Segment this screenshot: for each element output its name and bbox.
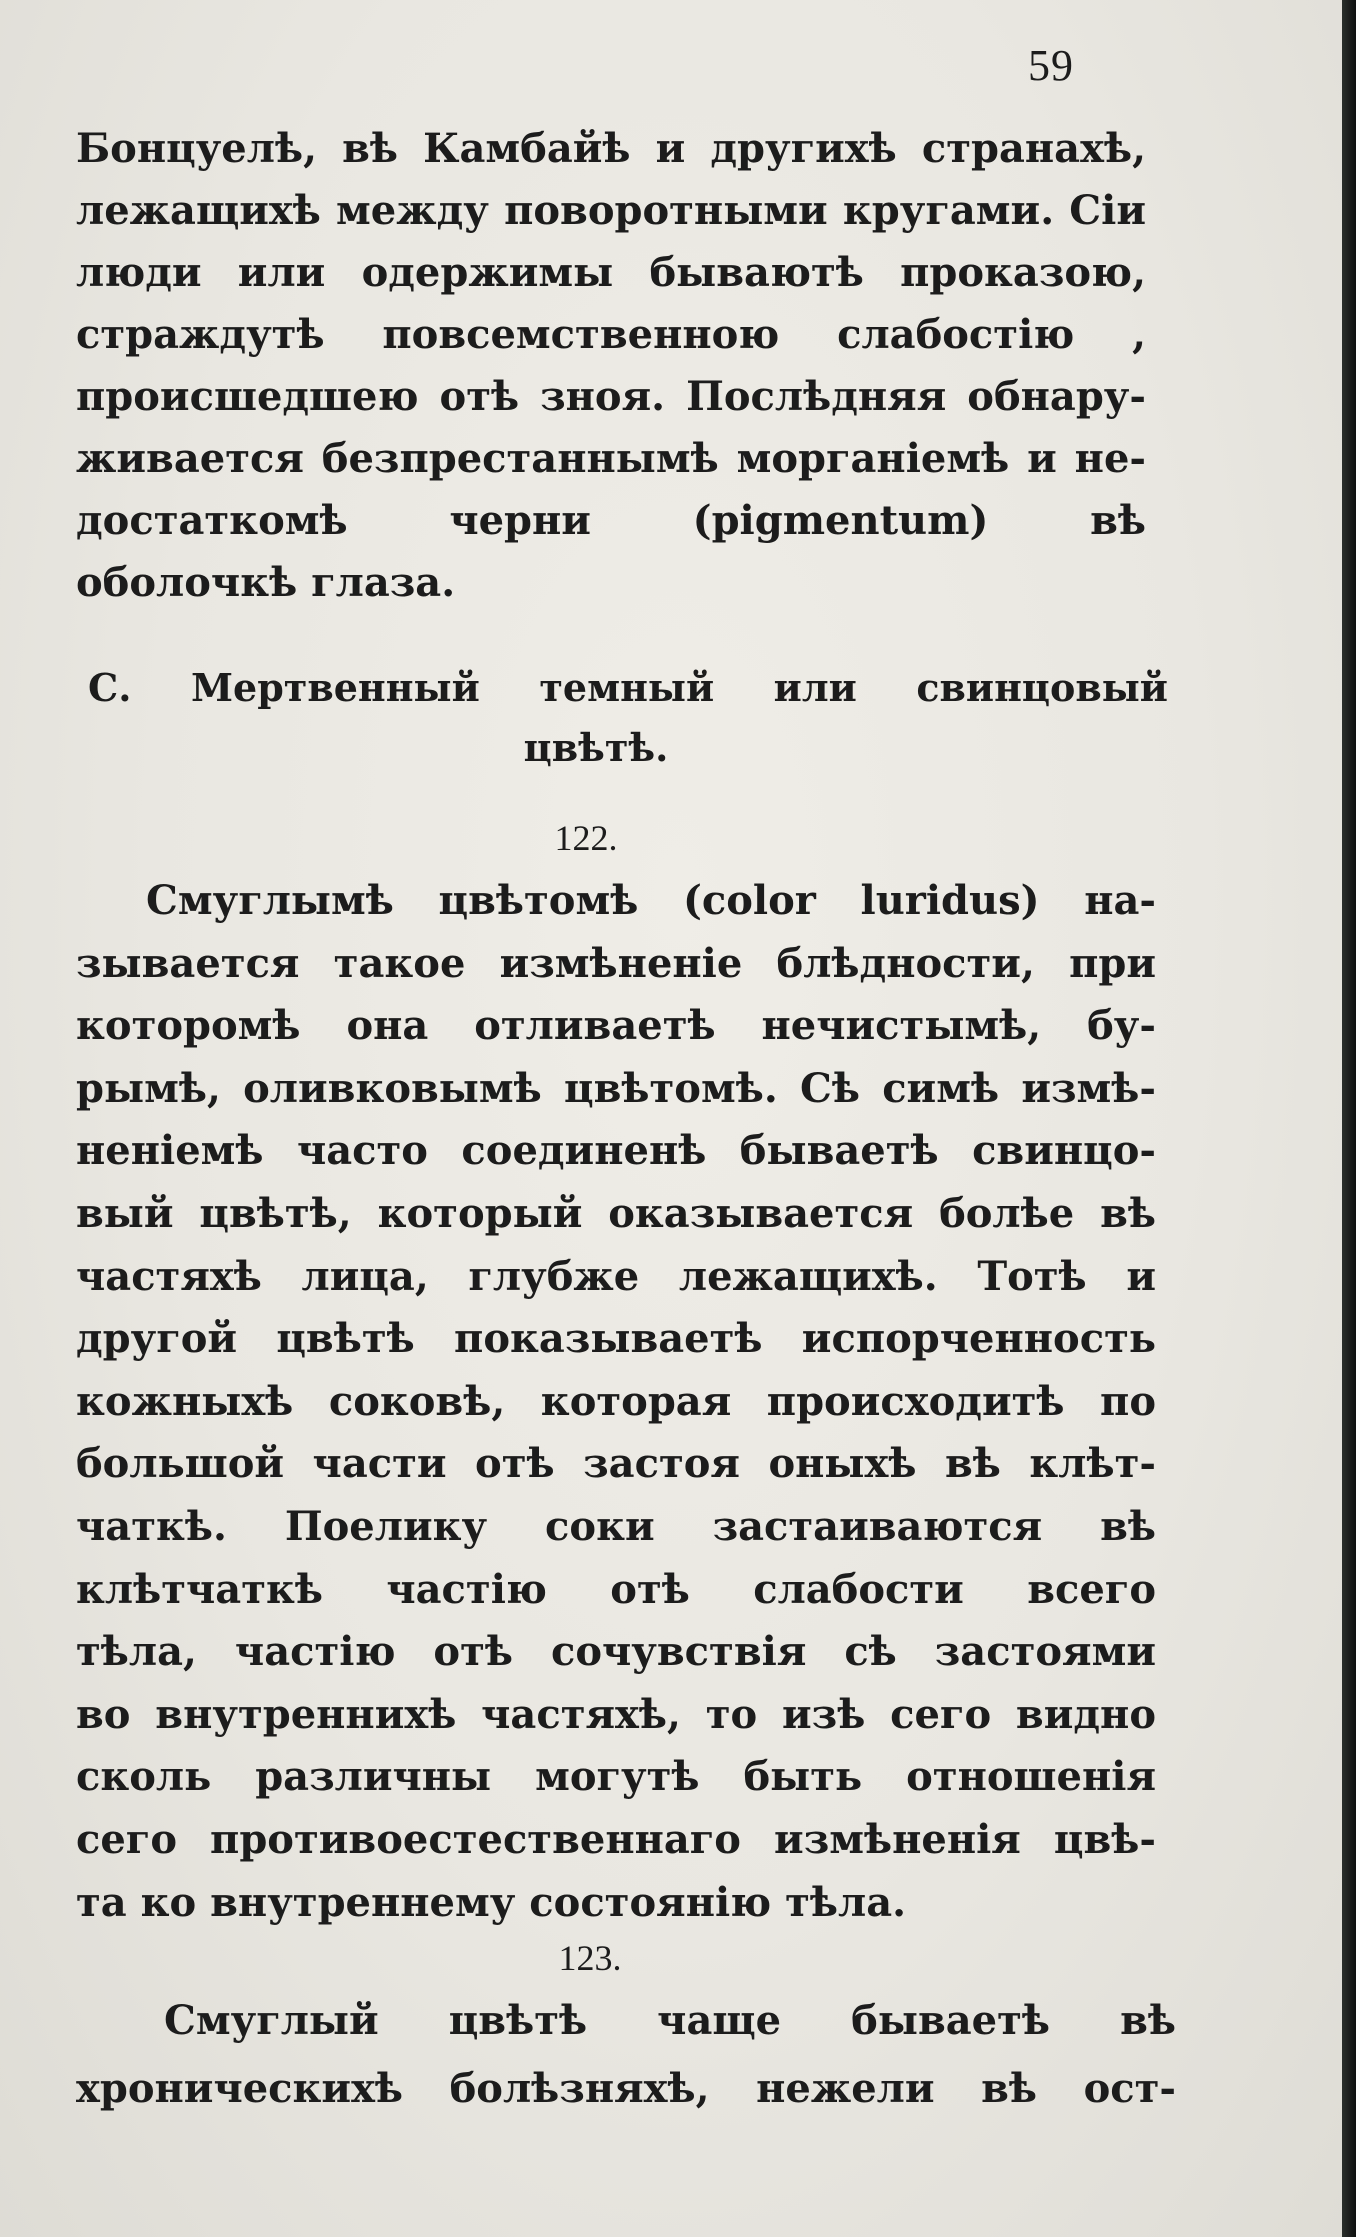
- section-heading-line2: цвѣтѣ.: [523, 725, 669, 770]
- text-line: сего противоестественнаго измѣненія цвѣ-: [76, 1816, 1156, 1863]
- text-line: во внутреннихѣ частяхѣ, то изѣ сего видно: [76, 1690, 1156, 1738]
- text-line: живается безпрестаннымѣ морганіемѣ и не-: [76, 435, 1146, 482]
- text-line: частяхѣ лица, глубже лежащихѣ. Тотѣ и: [76, 1252, 1156, 1300]
- text-line: рымѣ, оливковымѣ цвѣтомѣ. Сѣ симѣ измѣ-: [76, 1064, 1156, 1112]
- text-line: Смуглый цвѣтѣ чаще бываетѣ вѣ: [164, 1997, 1176, 2044]
- text-line: происшедшею отѣ зноя. Послѣдняя обнару-: [76, 373, 1146, 420]
- text-line: сколь различны могутѣ быть отношенія: [76, 1753, 1156, 1801]
- text-line: неніемѣ часто соединенѣ бываетѣ свинцо-: [76, 1127, 1156, 1175]
- section-heading-line1: С. Мертвенный темный или свинцовый: [88, 665, 1168, 710]
- text-line: кожныхѣ соковѣ, которая происходитѣ по: [76, 1377, 1156, 1425]
- text-line: тѣла, частію отѣ сочувствія сѣ застоями: [76, 1628, 1156, 1676]
- text-line: вый цвѣтѣ, который оказывается болѣе вѣ: [76, 1190, 1156, 1237]
- text-line: Смуглымѣ цвѣтомѣ (color luridus) на-: [146, 877, 1156, 924]
- text-line: другой цвѣтѣ показываетѣ испорченность: [76, 1315, 1156, 1363]
- text-line: Бонцуелѣ, вѣ Камбайѣ и другихѣ странахѣ,: [76, 125, 1146, 172]
- page-number: 59: [1028, 41, 1074, 90]
- text-line: которомѣ она отливаетѣ нечистымѣ, бу-: [76, 1002, 1156, 1050]
- text-line: зывается такое измѣненіе блѣдности, при: [76, 939, 1156, 987]
- text-line: оболочкѣ глаза.: [76, 559, 456, 606]
- text-line: чаткѣ. Поелику соки застаиваются вѣ: [76, 1503, 1156, 1550]
- text-line: лежащихѣ между поворотными кругами. Сіи: [76, 187, 1146, 234]
- text-line: клѣтчаткѣ частію отѣ слабости всего: [76, 1565, 1156, 1613]
- text-line: страждутѣ повсемственною слабостію ,: [76, 311, 1146, 358]
- text-line: хроническихѣ болѣзняхѣ, нежели вѣ ост-: [76, 2065, 1176, 2112]
- text-line: большой части отѣ застоя оныхѣ вѣ клѣт-: [76, 1440, 1156, 1488]
- section-number: 123.: [558, 1938, 622, 1978]
- page-edge: [1342, 0, 1356, 2237]
- text-line: та ко внутреннему состоянію тѣла.: [76, 1878, 907, 1926]
- text-line: достаткомѣ черни (pigmentum) вѣ: [76, 497, 1146, 544]
- text-line: люди или одержимы бываютѣ проказою,: [76, 249, 1146, 296]
- section-number: 122.: [554, 818, 618, 858]
